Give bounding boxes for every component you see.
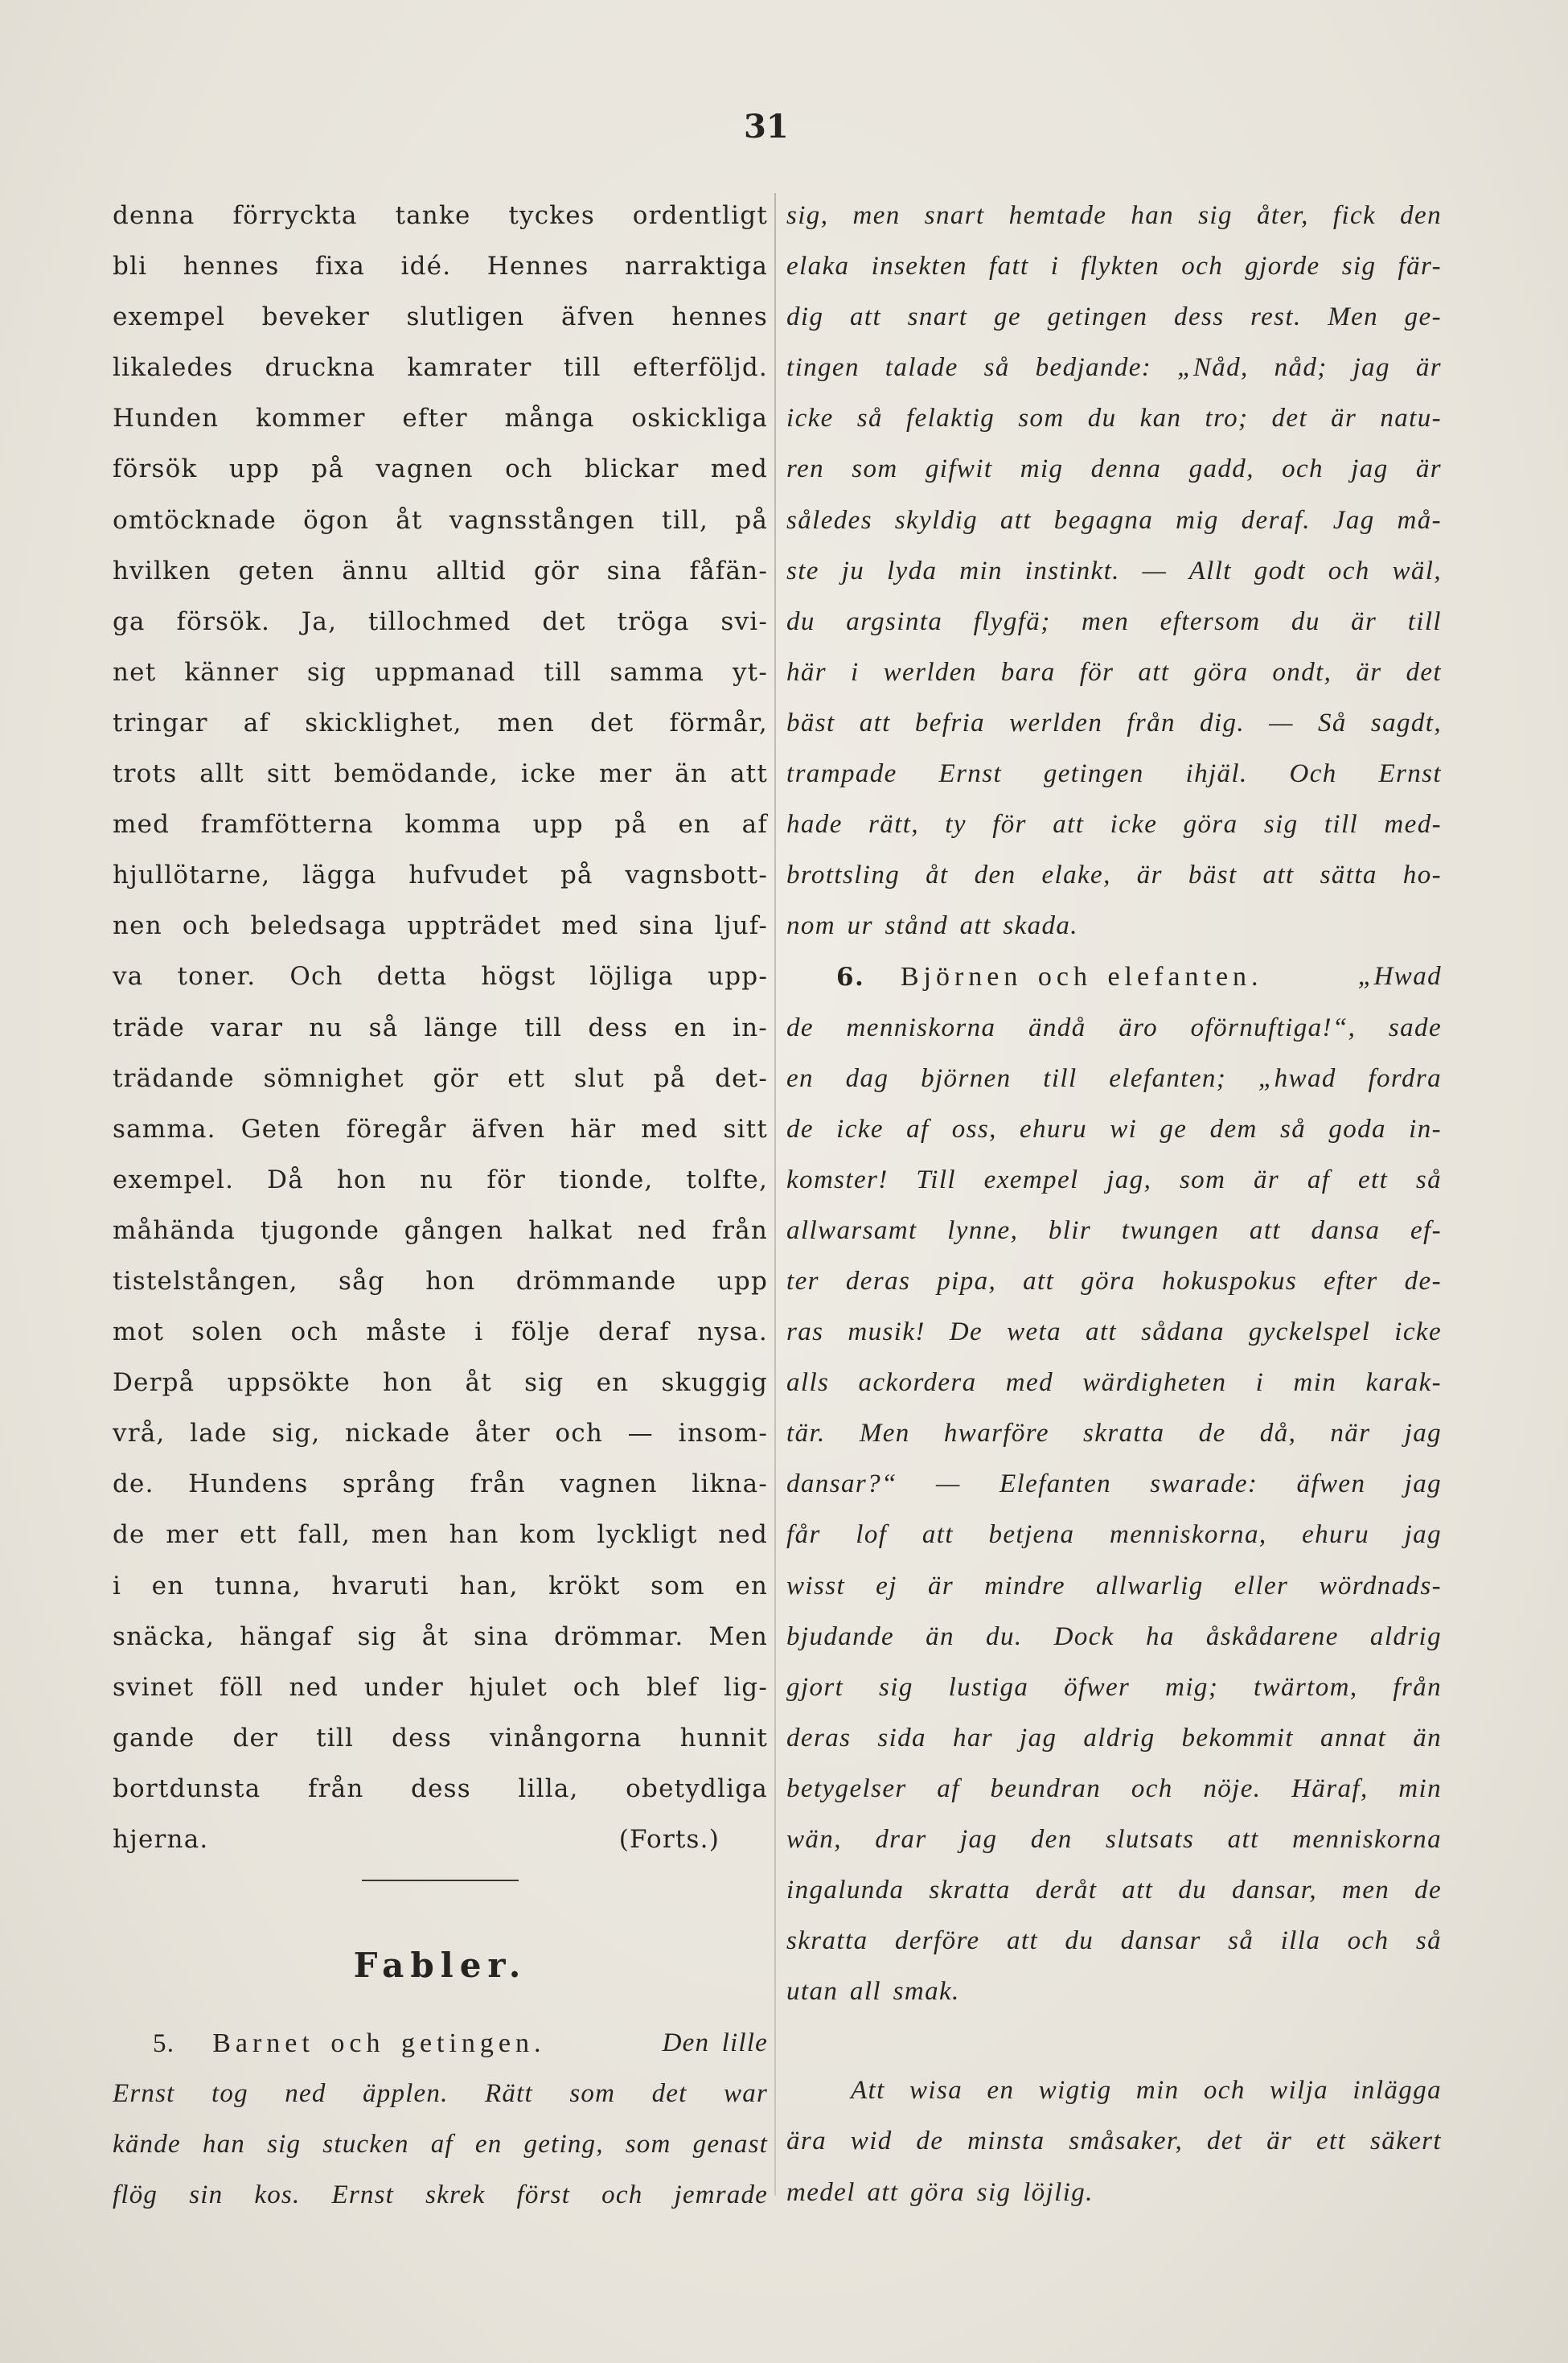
text-line: elaka insekten fatt i flykten och gjorde sig fär- xyxy=(786,252,1442,282)
text-line: snäcka, hängaf sig åt sina drömmar. Men xyxy=(113,1621,768,1651)
text-line: hjullötarne, lägga hufvudet på vagnsbott- xyxy=(113,861,768,890)
text-line: hade rätt, ty för att icke göra sig till med- xyxy=(786,810,1442,840)
fable-number: 5. xyxy=(153,2029,175,2059)
fable-title: Barnet och getingen. xyxy=(212,2028,546,2059)
text-line: wisst ej är mindre allwarlig eller wördnads- xyxy=(786,1571,1442,1601)
text-line: betygelser af beundran och nöje. Härаf, min xyxy=(786,1773,1442,1803)
text-line: trädande sömnighet gör ett slut på det- xyxy=(113,1063,768,1093)
section-title: Fabler. xyxy=(353,1946,527,1986)
text-line: ter deras pipa, att göra hokuspokus efter de- xyxy=(786,1266,1442,1296)
text-line: dig att snart ge getingen dess rest. Men ge- xyxy=(786,302,1442,332)
fable-heading-line xyxy=(786,951,1442,1002)
text-line: medel att göra sig löjlig. xyxy=(786,2177,1094,2207)
text-line: utan all smak. xyxy=(786,1977,960,2007)
text-line: icke så felaktig som du kan tro; det är natu- xyxy=(786,404,1442,434)
text-line: komster! Till exempel jag, som är af ett så xyxy=(786,1165,1442,1194)
right-column xyxy=(786,191,1442,2218)
continued-marker: (Forts.) xyxy=(618,1825,720,1854)
fable-number: 6. xyxy=(836,963,865,992)
text-line: trots allt sitt bemödande, icke mer än att xyxy=(113,759,768,789)
text-line: likaledes druckna kamrater till efterföljd. xyxy=(113,353,768,383)
text-line: Hunden kommer efter många oskickliga xyxy=(113,404,768,434)
text-line: kände han sig stucken af en geting, som genast xyxy=(113,2130,768,2160)
column-divider xyxy=(774,193,776,2196)
text-line-last xyxy=(113,1814,768,1865)
text-line: tingen talade så bedjande: „Nåd, nåd; jag är xyxy=(786,353,1442,383)
separator-rule xyxy=(362,1880,519,1881)
text-line: ingalunda skratta deråt att du dansar, men de xyxy=(786,1876,1442,1905)
text-line: deras sida har jag aldrig bekommit annat än xyxy=(786,1723,1442,1753)
text-line: Att wisa en wigtig min och wilja inlägga xyxy=(851,2076,1442,2106)
text-line: måhända tjugonde gången halkat ned från xyxy=(113,1215,768,1245)
text-line: tringar af skicklighet, men det förmår, xyxy=(113,708,768,738)
text-line: bli hennes fixa idé. Hennes narraktiga xyxy=(113,252,768,282)
text-line: de icke af oss, ehuru wi ge dem så goda in- xyxy=(786,1114,1442,1144)
text-line: ga försök. Ja, tillochmed det tröga svi- xyxy=(113,606,768,636)
text-line: en dag björnen till elefanten; „hwad fordra xyxy=(786,1063,1442,1093)
text-line: tistelstången, såg hon drömmande upp xyxy=(113,1266,768,1296)
text-line: gande der till dess vinångorna hunnit xyxy=(113,1723,768,1753)
text-line: bortdunsta från dess lilla, obetydliga xyxy=(113,1773,768,1803)
fable-title: Björnen och elefanten. xyxy=(900,962,1263,992)
text-line: nen och beledsaga uppträdet med sina ljuf- xyxy=(113,911,768,941)
paragraph-gap xyxy=(786,2017,1442,2065)
text-line: exempel beveker slutligen äfven hennes xyxy=(113,302,768,332)
text-line: får lof att betjena menniskorna, ehuru jag xyxy=(786,1520,1442,1550)
text-line: Derpå uppsökte hon åt sig en skuggig xyxy=(113,1368,768,1398)
text-line: bäst att befria werlden från dig. — Så sagdt, xyxy=(786,708,1442,738)
text-line: vrå, lade sig, nickade åter och — insom- xyxy=(113,1419,768,1449)
section-separator xyxy=(113,1865,768,1897)
left-column xyxy=(113,191,768,2221)
text-line: denna förryckta tanke tyckes ordentligt xyxy=(113,201,768,230)
text-line: i en tunna, hvaruti han, krökt som en xyxy=(113,1571,768,1601)
text-line: trampade Ernst getingen ihjäl. Och Ernst xyxy=(786,759,1442,789)
text-line: ste ju lyda min instinkt. — Allt godt och wäl, xyxy=(786,556,1442,586)
text-line: nom ur stånd att skada. xyxy=(786,911,1078,941)
text-line: flög sin kos. Ernst skrek först och jemrade xyxy=(113,2180,768,2210)
text-line: skratta derföre att du dansar så illa och så xyxy=(786,1926,1442,1956)
text-line: mot solen och måste i följe deraf nysa. xyxy=(113,1317,768,1347)
text-line: samma. Geten föregår äfven här med sitt xyxy=(113,1114,768,1144)
text-line: va toner. Och detta högst löjliga upp- xyxy=(113,962,768,992)
text-line: ren som gifwit mig denna gadd, och jag är xyxy=(786,454,1442,484)
text-line: alls ackordera med wärdigheten i min karak- xyxy=(786,1368,1442,1398)
text-line: allwarsamt lynne, blir twungen att dansa ef- xyxy=(786,1215,1442,1245)
text-line: gjort sig lustiga öfwer mig; twärtom, från xyxy=(786,1672,1442,1702)
fable-text-start: „Hwad xyxy=(1357,962,1442,992)
fable-text-start: Den lille xyxy=(662,2028,768,2058)
text-line: här i werlden bara för att göra ondt, är det xyxy=(786,657,1442,687)
text-line: försök upp på vagnen och blickar med xyxy=(113,454,768,484)
text-line: de mer ett fall, men han kom lyckligt ned xyxy=(113,1520,768,1550)
text-line: exempel. Då hon nu för tionde, tolfte, xyxy=(113,1165,768,1194)
text-line: ras musik! De weta att sådana gyckelspel icke xyxy=(786,1317,1442,1347)
text-line: således skyldig att begagna mig deraf. Jag må- xyxy=(786,505,1442,535)
text-line: träde varar nu så länge till dess en in- xyxy=(113,1013,768,1042)
text-line: de. Hundens språng från vagnen liknа- xyxy=(113,1469,768,1499)
text-line: net känner sig uppmanad till samma yt- xyxy=(113,657,768,687)
text-line: Ernst tog ned äpplen. Rätt som det war xyxy=(113,2079,768,2109)
text-line: tär. Men hwarföre skratta de då, när jag xyxy=(786,1419,1442,1449)
text-line: ära wid de minsta småsaker, det är ett säkert xyxy=(786,2127,1442,2156)
text-line: du argsinta flygfä; men eftersom du är till xyxy=(786,606,1442,636)
text-line: de menniskorna ändå äro oförnuftiga!“, sade xyxy=(786,1013,1442,1042)
text-line: hvilken geten ännu alltid gör sina fåfän- xyxy=(113,556,768,586)
text-line: brottsling åt den elake, är bäst att sätta ho- xyxy=(786,861,1442,890)
text-line: sig, men snart hemtade han sig åter, fick den xyxy=(786,201,1442,230)
text-line: bjudande än du. Dock ha åskådarene aldrig xyxy=(786,1621,1442,1651)
text-line: omtöcknade ögon åt vagnsstången till, på xyxy=(113,505,768,535)
text-line: med framfötterna komma upp på en af xyxy=(113,810,768,840)
text-line: wän, drar jag den slutsats att menniskorna xyxy=(786,1825,1442,1854)
text-line: dansar?“ — Elefanten swarade: äfwen jag xyxy=(786,1469,1442,1499)
text-line: svinet föll ned under hjulet och blef lig- xyxy=(113,1672,768,1702)
fable-heading-line xyxy=(113,2018,768,2069)
last-word: hjerna. xyxy=(113,1825,209,1854)
page-number: 31 xyxy=(744,108,789,146)
